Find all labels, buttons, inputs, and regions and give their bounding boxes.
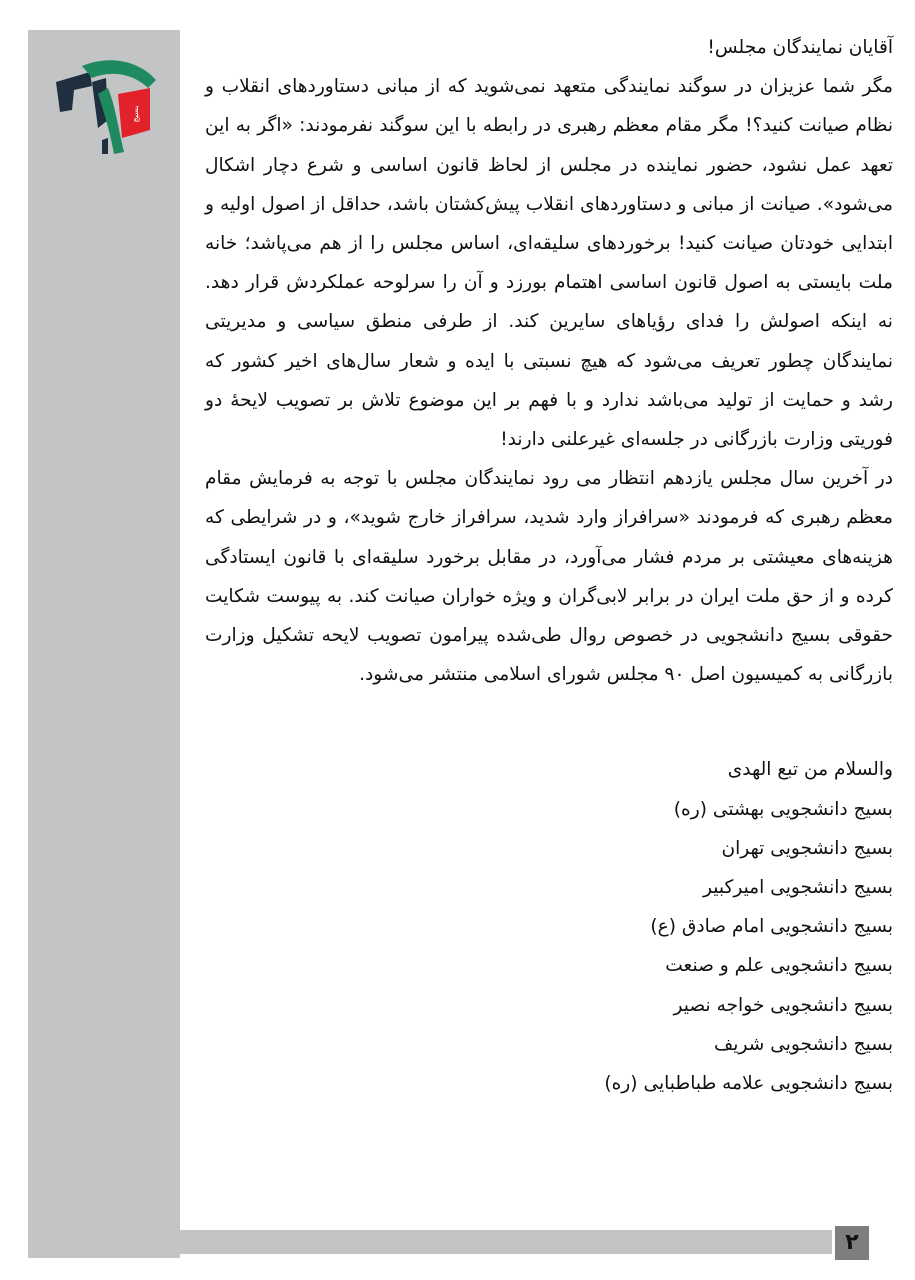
signatory-item: بسیج دانشجویی تهران — [721, 837, 893, 859]
footer-bar — [28, 1230, 832, 1254]
letter-body — [205, 28, 893, 1103]
signatory-list — [205, 790, 893, 1104]
svg-text:بسیج: بسیج — [131, 105, 140, 123]
signatory-item: بسیج دانشجویی علامه طباطبایی (ره) — [604, 1073, 893, 1095]
signatory-item: بسیج دانشجویی خواجه نصیر — [673, 994, 893, 1016]
signatory-item: بسیج دانشجویی شریف — [714, 1033, 893, 1055]
signatory-item: بسیج دانشجویی امیرکبیر — [702, 877, 893, 899]
page-number: ۲ — [835, 1226, 869, 1260]
salutation: آقایان نمایندگان مجلس! — [707, 37, 893, 58]
signatory-item: بسیج دانشجویی علم و صنعت — [665, 955, 893, 977]
signatory-item: بسیج دانشجویی بهشتی (ره) — [673, 798, 893, 820]
paragraph-2: در آخرین سال مجلس یازدهم انتظار می رود نمایندگان مجلس با توجه به فرمایش مقام معظم رهبری که فرمودند «سرافراز وارد شدید، سرافراز خارج شوید»، و در شرایطی که هزینه‌های معیشتی بر مردم فشار می‌آورد، در مقابل برخورد سلیقه‌ای با قانون ایستادگی کرده و از حق ملت ایران در برابر لابی‌گران و ویژه خواران صیانت کند. به پیوست شکایت حقوقی بسیج دانشجویی در خصوص روال طی‌شده پیرامون تصویب لایحه تشکیل وزارت بازرگانی به کمیسیون اصل ۹۰ مجلس شورای اسلامی منتشر می‌شود. — [205, 468, 893, 686]
spacer — [205, 694, 893, 750]
closing-line: والسلام من تبع الهدی — [727, 759, 893, 781]
side-bar — [28, 30, 180, 1258]
signatory-item: بسیج دانشجویی امام صادق (ع) — [650, 916, 893, 938]
paragraph-1: مگر شما عزیزان در سوگند نمایندگی متعهد نمی‌شوید که از مبانی دستاوردهای انقلاب و نظام صیانت کنید؟! مگر مقام معظم رهبری در رابطه با این سوگند نفرمودند: «اگر به این تعهد عمل نشود، حضور نماینده در مجلس از لحاظ قانون اساسی و شرع دچار اشکال می‌شود». صیانت از مبانی و دستاوردهای انقلاب پیش‌کشتان باشد، حداقل از اصول اولیه و ابتدایی خودتان صیانت کنید! برخوردهای سلیقه‌ای، اساس مجلس را از هم می‌پاشد؛ خانه ملت بایستی به اصول قانون اساسی اهتمام بورزد و آن را سرلوحه عملکردش قرار دهد. نه اینکه اصولش را فدای رؤیاهای سایرین کند. از طرفی منطق سیاسی و مدیریتی نمایندگان چطور تعریف می‌شود که هیچ نسبتی با ایده و شعار سال‌های اخیر کشور که رشد و حمایت از تولید می‌باشد ندارد و با فهم بر این موضوع تلاش بر تصویب لایحهٔ دو فوریتی وزارت بازرگانی در جلسه‌ای غیرعلنی دارند! — [205, 76, 893, 451]
basij-student-logo-icon — [52, 58, 162, 158]
